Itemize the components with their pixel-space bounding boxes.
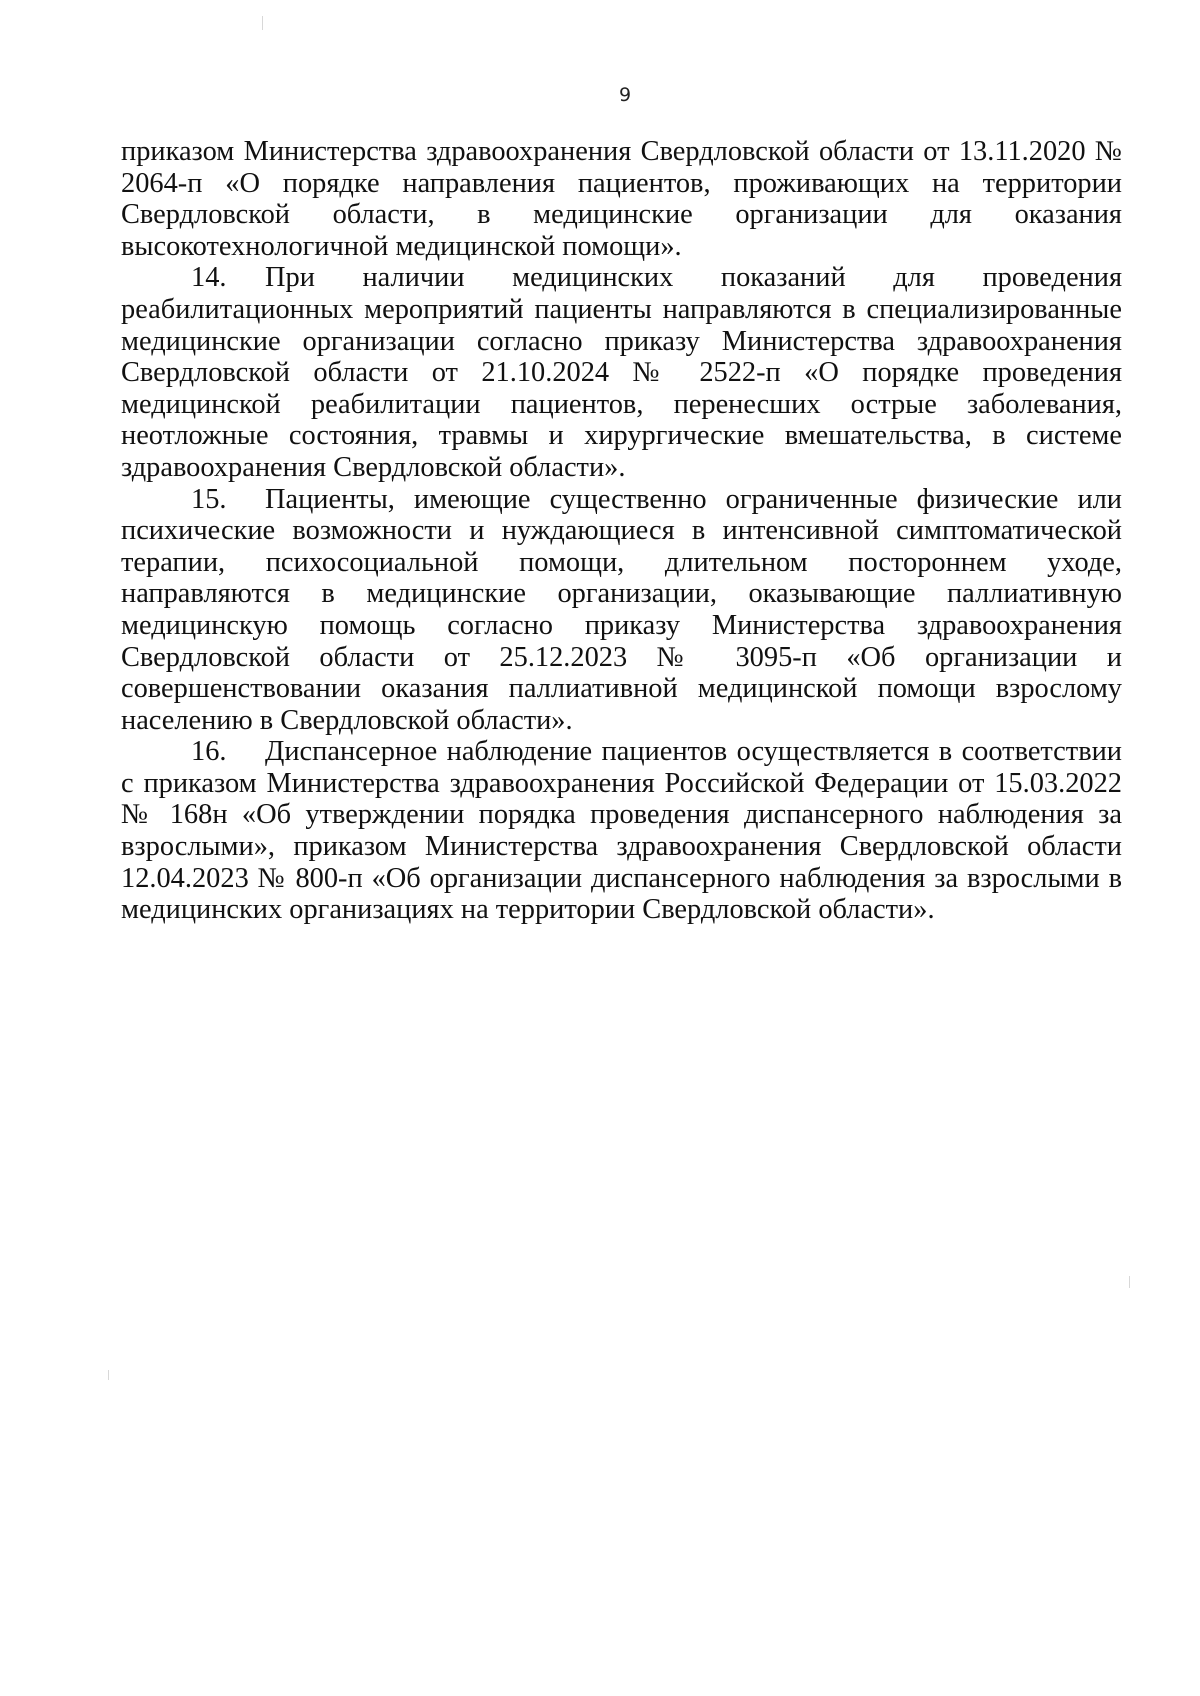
scan-artifact	[262, 16, 263, 30]
paragraph-text: Пациенты, имеющие существенно ограниченные физические или психические возможности и нуждающиеся в интенсивной симптоматической терапии, психосоциальной помощи, длительном постороннем уходе, направляются в медицинские организации, оказывающие паллиативную медицинскую помощь согласно приказу Министерства здравоохранения Свердловской области от 25.12.2023 № 3095-п «Об организации и совершенствовании оказания паллиативной медицинской помощи взрослому населению в Свердловской области».	[121, 483, 1122, 736]
paragraph-number: 14.	[191, 262, 227, 294]
paragraph-text: Диспансерное наблюдение пациентов осуществляется в соответствии с приказом Министерства здравоохранения Российской Федерации от 15.03.2022 № 168н «Об утверждении порядка проведения диспансерного наблюдения за взрослыми», приказом Министерства здравоохранения Свердловской области 12.04.2023 № 800-п «Об организации диспансерного наблюдения за взрослыми в медицинских организациях на территории Свердловской области».	[121, 736, 1122, 926]
paragraph-number: 16.	[191, 736, 227, 768]
page-number: 9	[618, 84, 632, 106]
paragraph-text: При наличии медицинских показаний для проведения реабилитационных мероприятий пациенты направляются в специализированные медицинские организации согласно приказу Министерства здравоохранения Свердловской области от 21.10.2024 № 2522-п «О порядке проведения медицинской реабилитации пациентов, перенесших острые заболевания, неотложные состояния, травмы и хирургические вмешательства, в системе здравоохранения Свердловской области».	[121, 262, 1122, 483]
paragraph-continuation	[121, 136, 1122, 262]
document-body	[121, 136, 1122, 926]
paragraph-item-16	[121, 736, 1122, 926]
paragraph-text: приказом Министерства здравоохранения Свердловской области от 13.11.2020 № 2064-п «О порядке направления пациентов, проживающих на территории Свердловской области, в медицинские организации для оказания высокотехнологичной медицинской помощи».	[121, 136, 1122, 262]
paragraph-item-15	[121, 484, 1122, 737]
scan-artifact	[1129, 1276, 1130, 1288]
paragraph-item-14	[121, 262, 1122, 483]
paragraph-number: 15.	[191, 483, 227, 515]
scan-artifact	[108, 1370, 109, 1380]
